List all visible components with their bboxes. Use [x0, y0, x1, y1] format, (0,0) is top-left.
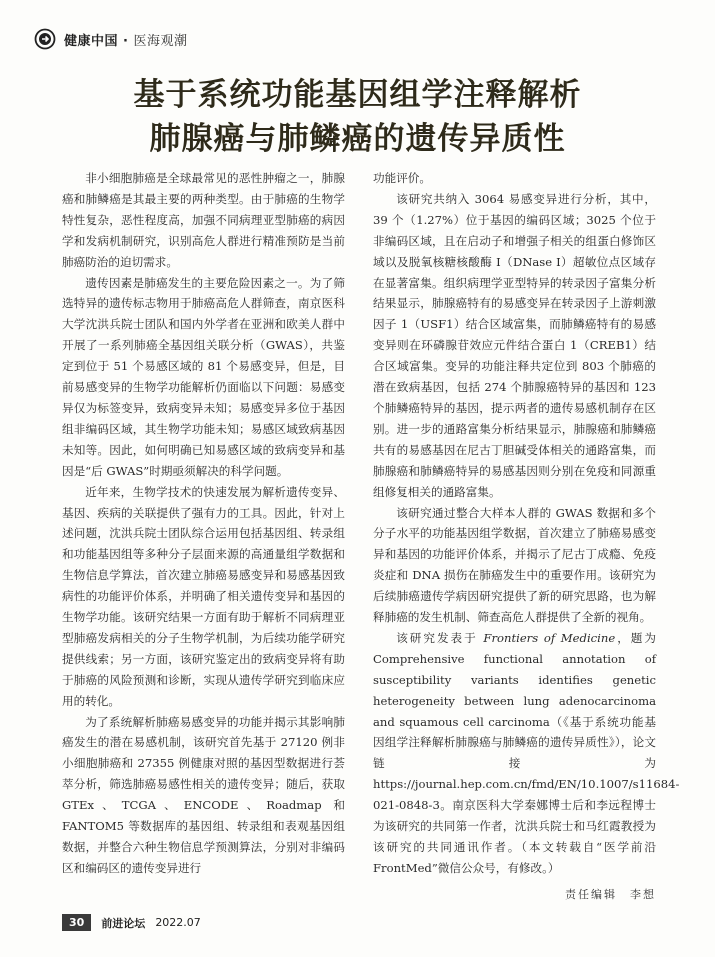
- paragraph-continuation: 功能评价。: [373, 171, 431, 185]
- header-brand: 健康中国: [64, 33, 119, 49]
- paragraph: 近年来，生物学技术的快速发展为解析遗传变异、基因、疾病的关联提供了强有力的工具。因此，针对上述问题，沈洪兵院士团队综合运用包括基因组、转录组和功能基因组等多种分子层面来源的高通量组学数据和生物信息学算法，首次建立肺癌易感变异和易感基因致病性的功能评价体系，并明确了相关遗传变异和基因的生物学功能。该研究结果一方面有助于解析不同病理亚型肺癌发病相关的分子生物学机制，为后续功能学研究提供线索；另一方面，该研究鉴定出的致病变异将有助于肺癌的风险预测和诊断，实现从遗传学研究到临床应用的转化。: [62, 484, 345, 708]
- issue-date: 2022.07: [155, 916, 201, 929]
- left-column: [62, 168, 345, 879]
- pub-intro: 该研究发表于: [396, 630, 484, 645]
- page-number: 30: [62, 914, 91, 931]
- paragraph: 为了系统解析肺癌易感变异的功能并揭示其影响肺癌发生的潜在易感机制，该研究首先基于 27120 例非小细胞肺癌和 27355 例健康对照的基因型数据进行荟萃分析，筛选肺癌易感性相关的遗传变异；随后，获取 GTEx、TCGA、ENCODE、Roadmap 和 FANTOM5 等数据库的基因组、转录组和表观基因组数据，并整合六种生物信息学预测算法，分别对非编码区和编码区的遗传变异进行: [62, 714, 345, 875]
- page-header: [34, 28, 188, 50]
- arrow-circle-icon: [34, 28, 56, 50]
- publication-paragraph: [373, 628, 680, 879]
- right-column: [373, 168, 680, 906]
- paragraph: 遗传因素是肺癌发生的主要危险因素之一。为了筛选特异的遗传标志物用于肺癌高危人群筛查，南京医科大学沈洪兵院士团队和国内外学者在亚洲和欧美人群中开展了一系列肺癌全基因组关联分析（GWAS），共鉴定到位于 51 个易感区域的 81 个易感变异，但是，目前易感变异的生物学功能解析仍面临以下问题：易感变异仅为标签变异，致病变异未知；易感变异多位于基因组非编码区域，其生物学功能未知；易感区域致病基因未知等。因此，如何明确已知易感区域的致病变异和基因是“后 GWAS”时期亟须解决的科学问题。: [62, 275, 345, 478]
- title-line-1: 基于系统功能基因组学注释解析: [133, 77, 582, 113]
- header-separator: ·: [118, 33, 134, 49]
- journal-title: Frontiers of Medicine: [483, 630, 616, 645]
- header-section: 医海观潮: [133, 33, 188, 49]
- page-footer: [62, 914, 201, 931]
- paragraph: 该研究共纳入 3064 易感变异进行分析，其中，39 个（1.27%）位于基因的编码区域；3025 个位于非编码区域，且在启动子和增强子相关的组蛋白修饰区域以及脱氧核糖核酸酶 I（DNase I）超敏位点区域存在显著富集。组织病理学亚型特异的转录因子富集分析结果显示，肺腺癌特有的易感变异在转录因子上游刺激因子 1（USF1）结合区域富集，而肺鳞癌特有的易感变异则在环磷腺苷效应元件结合蛋白 1（CREB1）结合区域富集。变异的功能注释共定位到 803 个肺癌的潜在致病基因，包括 274 个肺腺癌特异的基因和 123 个肺鳞癌特异的基因，提示两者的遗传易感机制存在区别。进一步的通路富集分析结果显示，肺腺癌和肺鳞癌共有的易感基因在尼古丁胆碱受体相关的通路富集，而肺腺癌和肺鳞癌特异的易感基因则分别在免疫和同源重组修复相关的通路富集。: [373, 191, 656, 499]
- publication-name: 前进论坛: [101, 916, 146, 930]
- title-line-2: 肺腺癌与肺鳞癌的遗传异质性: [149, 121, 566, 157]
- article-title: [0, 73, 715, 161]
- paragraph: 非小细胞肺癌是全球最常见的恶性肿瘤之一，肺腺癌和肺鳞癌是其最主要的两种类型。由于肺癌的生物学特性复杂，恶性程度高，加强不同病理亚型肺癌的病因学和发病机制研究，识别高危人群进行精准预防是当前肺癌防治的迫切需求。: [62, 171, 345, 269]
- paragraph: 该研究通过整合大样本人群的 GWAS 数据和多个分子水平的功能基因组学数据，首次建立了肺癌易感变异和基因的功能评价体系，并揭示了尼古丁成瘾、免疫炎症和 DNA 损伤在肺癌发生中的重要作用。该研究为后续肺癌遗传学病因研究提供了新的研究思路，也为解释肺癌的发生机制、筛查高危人群提供了全新的视角。: [373, 505, 656, 625]
- header-title: [64, 30, 188, 49]
- responsible-editor: 责任编辑 李想: [565, 887, 656, 901]
- pub-details: ，题为 Comprehensive functional annotation of susceptibility variants identifies genetic heterogeneity between lung adenocarcinoma and squamous cell carcinoma（《基于系统功能基因组学注释解析肺腺癌与肺鳞癌的遗传异质性》），论文链接为 https://journal.hep.com.cn/fmd/EN/10.1007/s11684-021-0848-3。南京医科大学秦娜博士后和李远程博士为该研究的共同第一作者，沈洪兵院士和马红霞教授为该研究的共同通讯作者。（本文转载自“医学前沿 FrontMed”微信公众号，有修改。）: [373, 630, 680, 875]
